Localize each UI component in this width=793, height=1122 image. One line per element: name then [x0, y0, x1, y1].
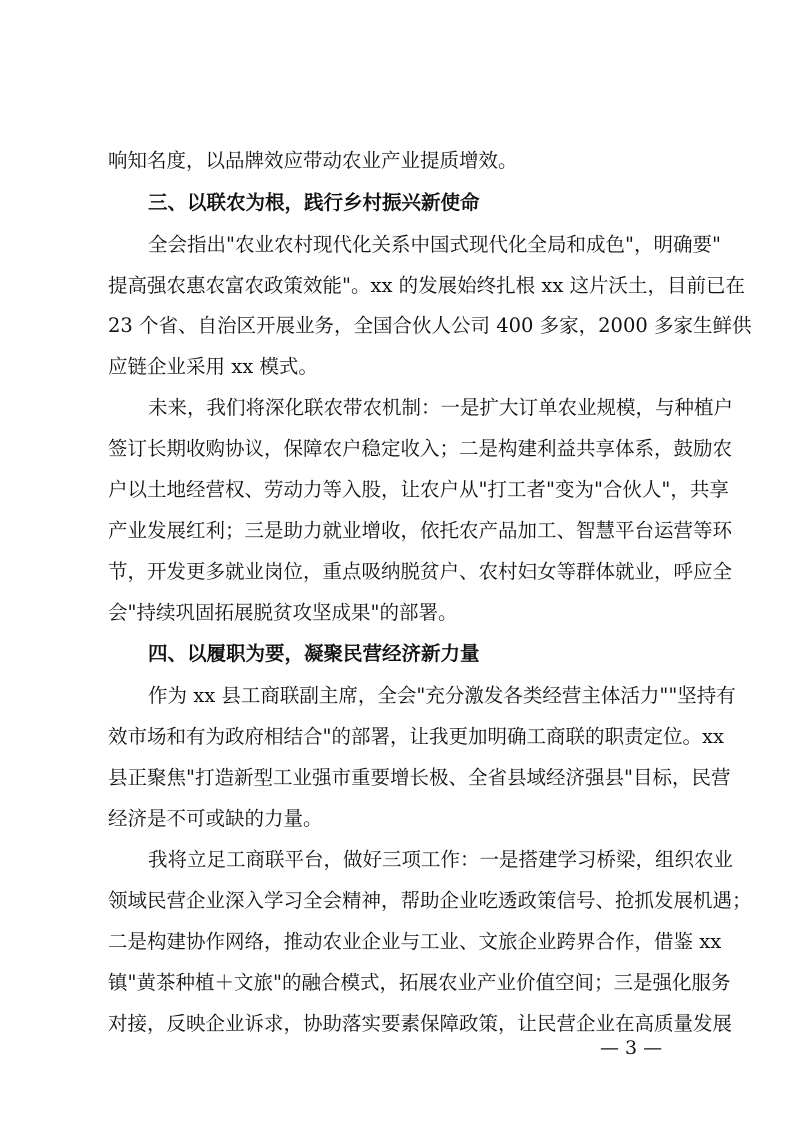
body-text-line: 效市场和有为政府相结合"的部署，让我更加明确工商联的职责定位。xx — [108, 725, 724, 748]
body-text-line: 响知名度，以品牌效应带动农业产业提质增效。 — [108, 149, 518, 172]
body-text-line: 领域民营企业深入学习全会精神，帮助企业吃透政策信号、抢抓发展机遇； — [108, 889, 752, 912]
body-text-line: 未来，我们将深化联农带农机制：一是扩大订单农业规模，与种植户 — [148, 396, 734, 419]
body-text-line: 提高强农惠农富农政策效能"。xx 的发展始终扎根 xx 这片沃土，目前已在 — [108, 274, 746, 297]
body-text-line: 二是构建协作网络，推动农业企业与工业、文旅企业跨界合作，借鉴 xx — [108, 930, 722, 953]
page-number: — 3 — — [600, 1037, 663, 1059]
body-text-line: 签订长期收购协议，保障农户稳定收入；二是构建利益共享体系，鼓励农 — [108, 437, 733, 460]
section-heading-4: 四、以履职为要，凝聚民营经济新力量 — [148, 642, 480, 665]
body-text-line: 户以土地经营权、劳动力等入股，让农户从"打工者"变为"合伙人"，共享 — [108, 478, 729, 501]
body-text-line: 经济是不可或缺的力量。 — [108, 807, 323, 830]
body-text-line: 应链企业采用 xx 模式。 — [108, 355, 318, 378]
body-text-line: 县正聚焦"打造新型工业强市重要增长极、全省县域经济强县"目标，民营 — [108, 766, 731, 789]
body-text-line: 全会指出"农业农村现代化关系中国式现代化全局和成色"，明确要" — [148, 233, 721, 256]
body-text-line: 节，开发更多就业岗位，重点吸纳脱贫户、农村妇女等群体就业，呼应全 — [108, 560, 733, 583]
body-text-line: 作为 xx 县工商联副主席，全会"充分激发各类经营主体活力""坚持有 — [148, 684, 736, 707]
body-text-line: 产业发展红利；三是助力就业增收，依托农产品加工、智慧平台运营等环 — [108, 519, 733, 542]
body-text-line: 23 个省、自治区开展业务，全国合伙人公司 400 多家，2000 多家生鲜供 — [108, 314, 752, 337]
body-text-line: 镇"黄茶种植＋文旅"的融合模式，拓展农业产业价值空间；三是强化服务 — [108, 971, 731, 994]
section-heading-3: 三、以联农为根，践行乡村振兴新使命 — [148, 191, 480, 214]
body-text-line: 我将立足工商联平台，做好三项工作：一是搭建学习桥梁，组织农业 — [148, 848, 734, 871]
body-text-line: 对接，反映企业诉求，协助落实要素保障政策，让民营企业在高质量发展 — [108, 1012, 733, 1035]
body-text-line: 会"持续巩固拓展脱贫攻坚成果"的部署。 — [108, 601, 458, 624]
